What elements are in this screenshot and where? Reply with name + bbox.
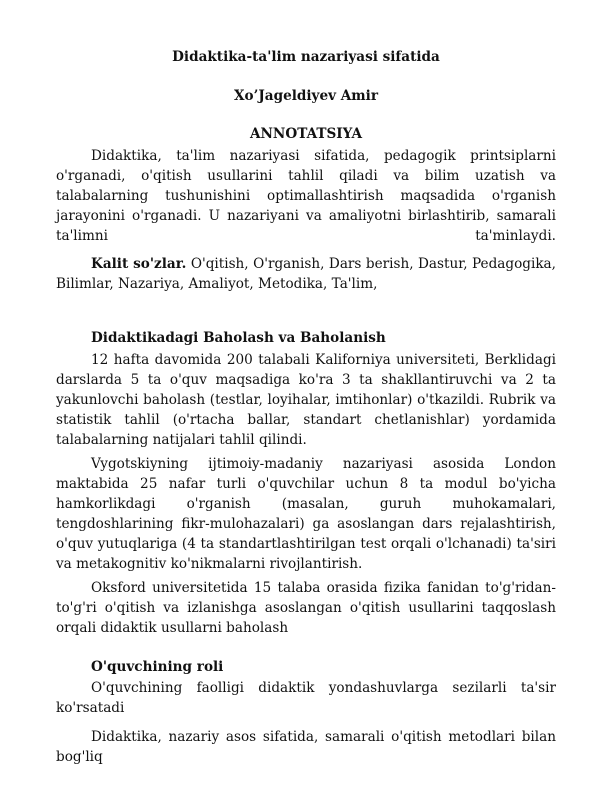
keywords-list: O'qitish, O'rganish, Dars berish, Dastur, Pedagogika, Bilimlar, Nazariya, Amaliyot, Metodika, Ta'lim,	[56, 256, 556, 292]
body-paragraph: Oksford universitetida 15 talaba orasida fizika fanidan to'g'ridan-to'g'ri o'qitish va izlanishga asoslangan o'qitish usullarini taqqoslash orqali didaktik usullarni baholash	[56, 580, 556, 636]
body-paragraph: O'quvchining faolligi didaktik yondashuvlarga sezilarli ta'sir ko'rsatadi	[56, 680, 556, 716]
keywords-paragraph	[56, 254, 556, 294]
body-paragraph: Vygotskiyning ijtimoiy-madaniy nazariyasi asosida London maktabida 25 nafar turli o'quvchilar uchun 8 ta modul bo'yicha hamkorlikdagi o'rganish (masalan, guruh muhokamalari, tengdoshlarining fikr-mulohazalari) ga asoslangan dars rejalashtirish, o'quv yutuqlariga (4 ta standartlashtirilgan test orqali o'lchanadi) ta'siri va metakognitiv ko'nikmalarni rivojlantirish.	[56, 456, 556, 572]
paper-title: Didaktika-ta'lim nazariyasi sifatida	[172, 49, 440, 65]
body-paragraph: 12 hafta davomida 200 talabali Kaliforniya universiteti, Berklidagi darslarda 5 ta o'quv maqsadiga ko'ra 3 ta shakllantiruvchi va 2 ta yakunlovchi baholash (testlar, loyihalar, imtihonlar) o'tkazildi. Rubrik va statistik tahlil (o'rtacha ballar, standart chetlanishlar) yordamida talabalarning natijalari tahlil qilindi.	[56, 352, 556, 448]
section-heading-learner-role: O'quvchining roli	[91, 659, 224, 675]
paper-author: Xo’Jageldiyev Amir	[233, 88, 378, 104]
annotation-paragraph: Didaktika, ta'lim nazariyasi sifatida, pedagogik printsiplarni o'rganadi, o'qitish usullarini tahlil qiladi va bilim uzatish va talabalarning tushunishini optimallashtirish maqsadida o'rganish jarayonini o'rganadi. U nazariyani va amaliyotni birlashtirib, samarali ta'limni ta'minlaydi.	[56, 148, 556, 244]
annotation-heading: ANNOTATSIYA	[249, 126, 363, 142]
body-paragraph: Didaktika, nazariy asos sifatida, samarali o'qitish metodlari bilan bog'liq	[56, 729, 556, 765]
section-heading-assessment: Didaktikadagi Baholash va Baholanish	[91, 330, 386, 346]
keywords-label: Kalit so'zlar.	[91, 256, 187, 272]
